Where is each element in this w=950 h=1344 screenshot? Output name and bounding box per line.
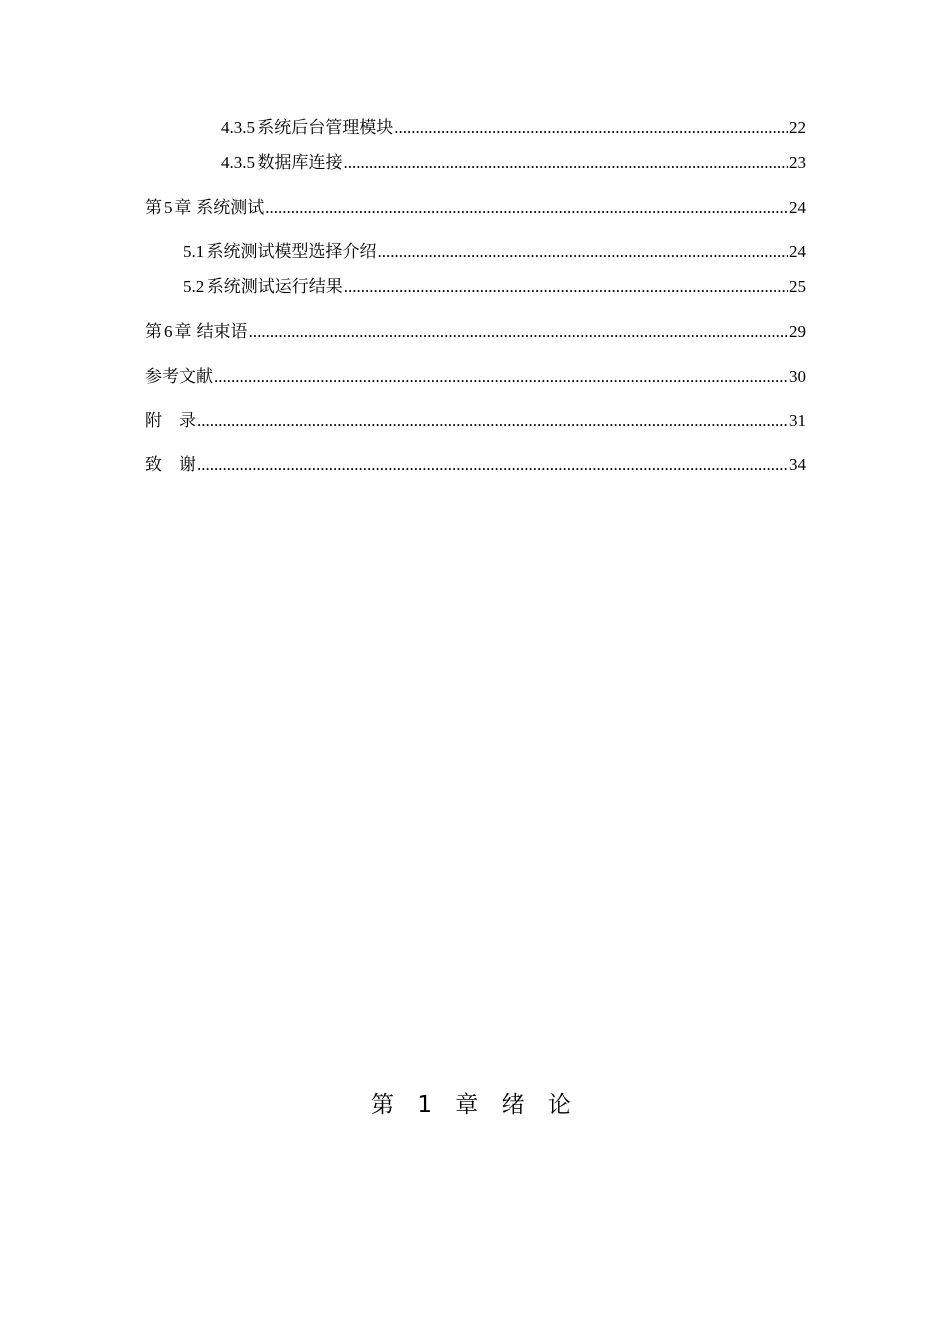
toc-leader-dots <box>344 276 788 298</box>
toc-leader-dots <box>249 321 788 343</box>
toc-entry-5-2[interactable] <box>183 276 806 298</box>
toc-leader-dots <box>197 454 788 476</box>
toc-chapter-suffix: 章 <box>174 198 192 218</box>
toc-leader-dots <box>394 117 788 139</box>
toc-entry-appendix[interactable] <box>145 410 806 432</box>
toc-entry-4-3-5-database[interactable] <box>221 152 806 174</box>
toc-entry-chapter-5[interactable] <box>145 197 806 219</box>
toc-entry-number: 4.3.5 <box>221 153 255 172</box>
toc-entry-chapter-6[interactable] <box>145 321 806 343</box>
toc-entry-4-3-5-backend[interactable] <box>221 117 806 139</box>
toc-entry-title: 系统测试运行结果 <box>206 277 343 296</box>
toc-entry-number: 4.3.5 <box>221 118 255 137</box>
toc-entry-acknowledgements[interactable] <box>145 454 806 476</box>
toc-chapter-prefix: 第 <box>145 198 162 218</box>
toc-entry-5-1[interactable] <box>183 241 806 263</box>
toc-entry-page: 24 <box>789 242 806 261</box>
toc-entry-number: 5 <box>163 198 173 217</box>
toc-entry-number: 6 <box>164 322 173 341</box>
toc-leader-dots <box>265 197 788 219</box>
toc-entry-number: 5.2 <box>183 277 205 296</box>
toc-leader-dots <box>197 410 788 432</box>
toc-entry-page: 24 <box>789 198 806 217</box>
toc-entry-page: 31 <box>789 411 806 430</box>
toc-chapter-suffix: 章 <box>174 322 192 342</box>
toc-entry-title: 附 录 <box>145 411 196 431</box>
toc-entry-title: 系统测试 <box>196 198 265 218</box>
toc-entry-title: 数据库连接 <box>257 153 343 172</box>
table-of-contents <box>0 0 950 500</box>
toc-entry-title: 结束语 <box>196 322 248 342</box>
toc-entry-page: 23 <box>789 153 806 172</box>
toc-entry-title: 参考文献 <box>145 367 213 387</box>
toc-entry-title: 系统后台管理模块 <box>257 118 394 137</box>
toc-entry-references[interactable] <box>145 366 806 388</box>
toc-entry-page: 25 <box>789 277 806 296</box>
toc-entry-number: 5.1 <box>183 242 205 261</box>
chapter-heading: 第 1 章 绪 论 <box>371 1092 579 1118</box>
toc-entry-title: 致 谢 <box>145 455 196 475</box>
toc-entry-title: 系统测试模型选择介绍 <box>206 242 377 261</box>
toc-leader-dots <box>343 152 788 174</box>
toc-leader-dots <box>378 241 788 263</box>
toc-chapter-prefix: 第 <box>145 322 162 342</box>
toc-entry-page: 22 <box>789 118 806 137</box>
toc-entry-page: 29 <box>789 322 806 341</box>
toc-entry-page: 30 <box>789 367 806 386</box>
toc-leader-dots <box>214 366 788 388</box>
toc-entry-page: 34 <box>789 455 806 474</box>
